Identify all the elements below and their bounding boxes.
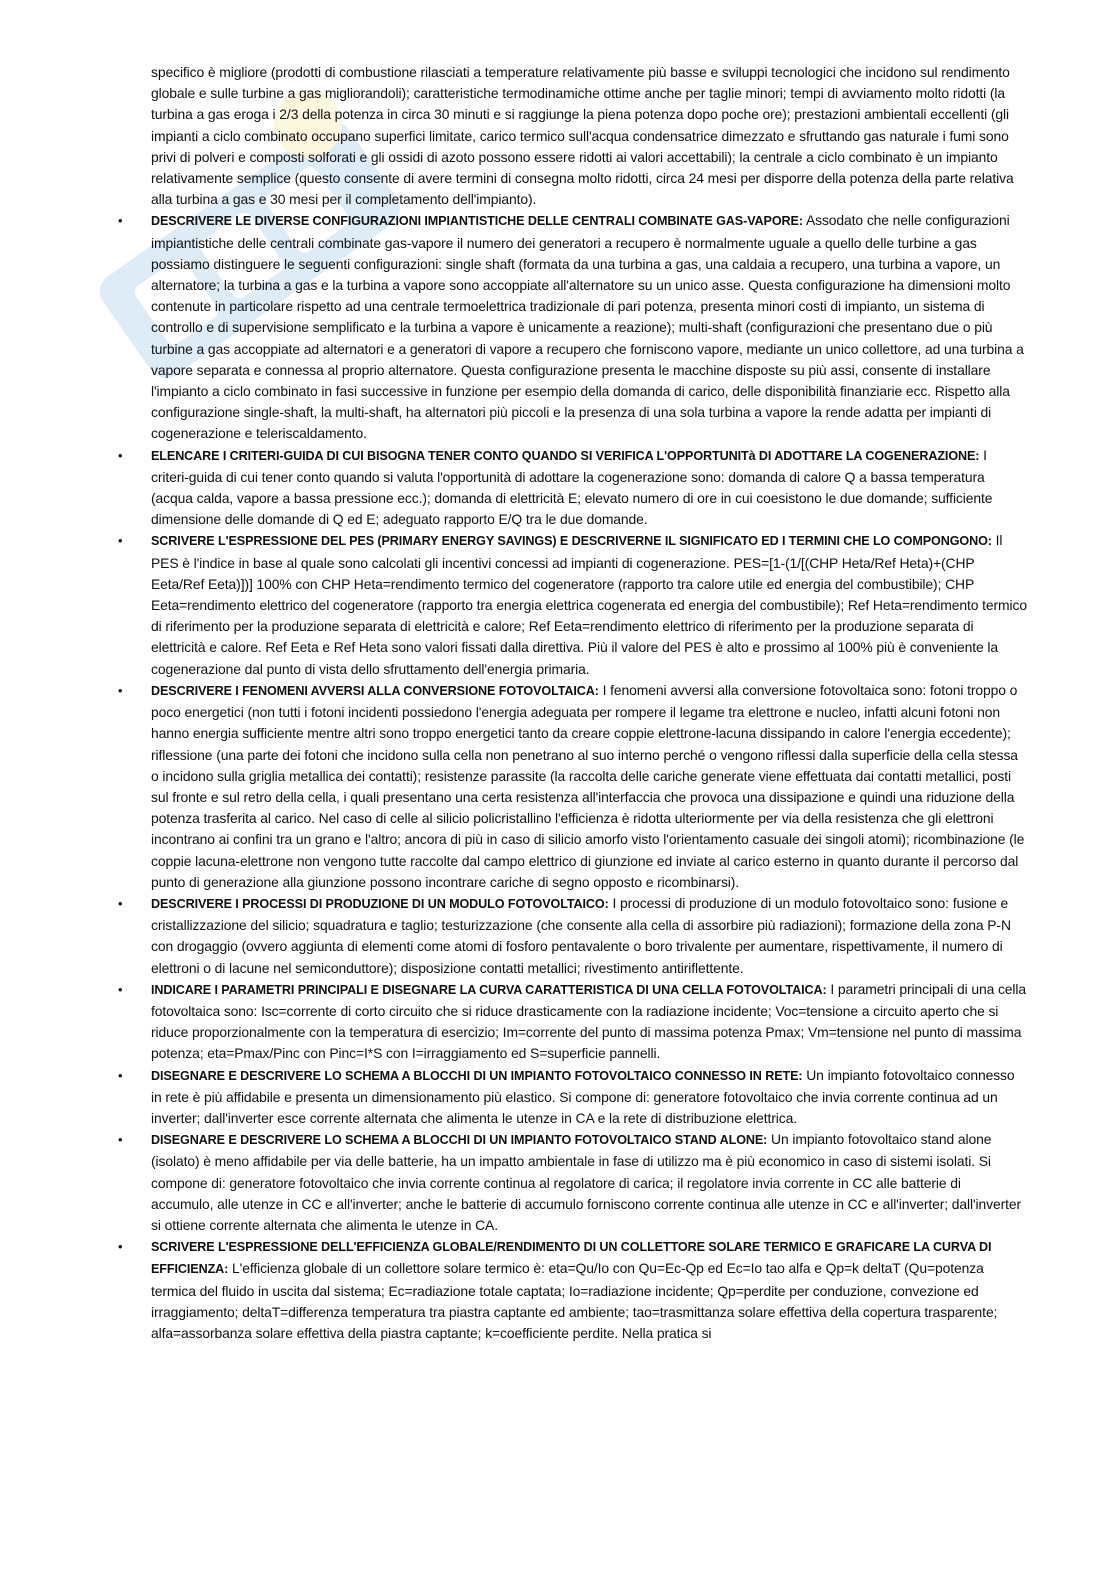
item-answer: Un impianto fotovoltaico connesso in rete è più affidabile e presenta un dimensionamento più elastico. Si compone di: generatore fotovoltaico che invia corrente continua ad un inverter; dall'inverter esce corrente alternata che alimenta le utenze in CA e la rete di distribuzione elettrica. xyxy=(151,1066,1015,1126)
list-item xyxy=(118,210,1027,444)
item-question: ELENCARE I CRITERI-GUIDA DI CUI BISOGNA TENER CONTO QUANDO SI VERIFICA L'OPPORTUNITà DI ADOTTARE LA COGENERAZIONE: xyxy=(151,448,980,463)
item-answer: I parametri principali di una cella fotovoltaica sono: Isc=corrente di corto circuito che si riduce drasticamente con la radiazione incidente; Voc=tensione a circuito aperto che si riduce proporzionalmente con la temperatura di esercizio; Im=corrente del punto di massima potenza Pmax; Vm=tensione nel punto di massima potenza; eta=Pmax/Pinc con Pinc=I*S con I=irraggiamento ed S=superficie pannelli. xyxy=(151,980,1027,1062)
item-answer: I criteri-guida di cui tener conto quando si valuta l'opportunità di adottare la cogenerazione sono: domanda di calore Q a bassa temperatura (acqua calda, vapore a bassa pressione ecc.); domanda di elettricità E; elevato numero di ore in cui coesistono le due domande; sufficiente dimensione delle domande di Q ed E; adeguato rapporto E/Q tra le due domande. xyxy=(151,446,993,528)
item-question: DISEGNARE E DESCRIVERE LO SCHEMA A BLOCCHI DI UN IMPIANTO FOTOVOLTAICO CONNESSO IN RETE: xyxy=(151,1068,803,1083)
item-answer: I fenomeni avversi alla conversione fotovoltaica sono: fotoni troppo o poco energetici (non tutti i fotoni incidenti possiedono l'energia adeguata per rompere il legame tra elettrone e nucleo, infatti alcuni fotoni non hanno energia sufficiente mentre altri sono troppo energetici tanto da creare coppie elettrone-lacuna dissipando in calore l'energia eccedente); riflessione (una parte dei fotoni che incidono sulla cella non penetrano al suo interno perché o vengono riflessi dalla superficie della cella stessa o incidono sulla griglia metallica dei contatti); resistenze parassite (la raccolta delle cariche generate viene effettuata dai contatti metallici, posti sul fronte e sul retro della cella, i quali presentano una certa resistenza all'interfaccia che provoca una dissipazione e quindi una riduzione della potenza trasferita al carico. Nel caso di celle al silicio policristallino l'efficienza è ridotta ulteriormente per via della resistenza che gli elettroni incontrano ai confini tra un grano e l'altro; ancora di più in caso di silicio amorfo visto l'orientamento casuale dei singoli atomi); ricombinazione (le coppie lacuna-elettrone non vengono tutte raccolte dal campo elettrico di giunzione ed inviate al carico esterno in quanto durante il percorso dal punto di generazione alla giunzione possono incontrare cariche di segno opposto e ricombinarsi). xyxy=(151,681,1025,890)
item-question: INDICARE I PARAMETRI PRINCIPALI E DISEGNARE LA CURVA CARATTERISTICA DI UNA CELLA FOTOVOLTAICA: xyxy=(151,982,827,997)
bullet-icon: • xyxy=(118,895,123,911)
item-question: SCRIVERE L'ESPRESSIONE DEL PES (PRIMARY ENERGY SAVINGS) E DESCRIVERNE IL SIGNIFICATO ED I TERMINI CHE LO COMPONGONO: xyxy=(151,534,992,549)
bullet-icon: • xyxy=(118,447,123,463)
bullet-icon: • xyxy=(118,1239,123,1255)
list-item xyxy=(118,445,1027,531)
item-answer: Un impianto fotovoltaico stand alone (isolato) è meno affidabile per via delle batterie, ha un impatto ambientale in fase di utilizzo ma è più economico in caso di sistemi isolati. Si compone di: generatore fotovoltaico che invia corrente continua al regolatore di carica; il regolatore invia corrente in CC alle batterie di accumulo, alle utenze in CC e all'inverter; anche le batterie di accumulo forniscono corrente continua alle utenze in CC e all'inverter; dall'inverter si ottiene corrente alternata che alimenta le utenze in CA. xyxy=(151,1131,1022,1233)
item-question: DESCRIVERE LE DIVERSE CONFIGURAZIONI IMPIANTISTICHE DELLE CENTRALI COMBINATE GAS-VAPORE: xyxy=(151,214,803,229)
list-item xyxy=(118,1065,1027,1130)
item-question: SCRIVERE L'ESPRESSIONE DELL'EFFICIENZA GLOBALE/RENDIMENTO DI UN COLLETTORE SOLARE TERMICO E GRAFICARE LA CURVA DI EFFICIENZA: xyxy=(151,1240,992,1277)
bullet-icon: • xyxy=(118,1067,123,1083)
bullet-icon: • xyxy=(118,533,123,549)
list-item xyxy=(118,893,1027,979)
item-answer: L'efficienza globale di un collettore solare termico è: eta=Qu/Io con Qu=Ec-Qp ed Ec=Io tao alfa e Qp=k deltaT (Qu=potenza termica del fluido in uscita dal sistema; Ec=radiazione totale captata; Io=radiazione incidente; Qp=perdite per conduzione, convezione ed irraggiamento; deltaT=differenza temperatura tra piastra captante ed ambiente; tao=trasmittanza solare effettiva della copertura trasparente; alfa=assorbanza solare effettiva della piastra captante; k=coefficiente perdite. Nella pratica si xyxy=(151,1260,998,1341)
list-item xyxy=(118,530,1027,679)
intro-paragraph: specifico è migliore (prodotti di combustione rilasciati a temperature relativamente più basse e sviluppi tecnologici che incidono sul rendimento globale e sulle turbine a gas migliorandoli); caratteristiche termodinamiche ottime anche per taglie minori; tempi di avviamento molto ridotti (la turbina a gas eroga i 2/3 della potenza in circa 30 minuti e si raggiunge la piena potenza dopo poche ore); prestazioni ambientali eccellenti (gli impianti a ciclo combinato occupano superfici limitate, carico termico sull'acqua condensatrice dimezzato e sfruttando gas naturale i fumi sono privi di polveri e composti solforati e gli ossidi di azoto possono essere ridotti ai valori accettabili); la centrale a ciclo combinato è un impianto relativamente semplice (questo consente di avere termini di consegna molto ridotti, circa 24 mesi per disporre della potenza della parte relativa alla turbina a gas e 30 mesi per il completamento dell'impianto). xyxy=(151,64,1014,208)
document-page xyxy=(118,62,1027,1344)
list-item xyxy=(118,1236,1027,1344)
bullet-icon: • xyxy=(118,1132,123,1148)
item-question: DESCRIVERE I FENOMENI AVVERSI ALLA CONVERSIONE FOTOVOLTAICA: xyxy=(151,683,599,698)
item-answer: Il PES è l'indice in base al quale sono calcolati gli incentivi concessi ad impianti di cogenerazione. PES=[1-(1/[(CHP Heta/Ref Heta)+(CHP Eeta/Ref Eeta)])] 100% con CHP Heta=rendimento termico del cogeneratore (rapporto tra calore utile ed energia del combustibile); CHP Eeta=rendimento elettrico del cogeneratore (rapporto tra energia elettrica cogenerata ed energia del combustibile); Ref Heta=rendimento termico di riferimento per la produzione separata di elettricità e calore; Ref Eeta=rendimento elettrico di riferimento per la produzione separata di elettricità e calore. Ref Eeta e Ref Heta sono valori fissati dalla direttiva. Più il valore del PES è alto e prossimo al 100% più è conveniente la cogenerazione dal punto di vista dello sfruttamento dell'energia primaria. xyxy=(151,532,1027,677)
list-item xyxy=(118,979,1027,1065)
item-question: DISEGNARE E DESCRIVERE LO SCHEMA A BLOCCHI DI UN IMPIANTO FOTOVOLTAICO STAND ALONE: xyxy=(151,1133,768,1148)
list-item xyxy=(118,1129,1027,1236)
item-answer: I processi di produzione di un modulo fotovoltaico sono: fusione e cristallizzazione del silicio; squadratura e taglio; testurizzazione (che consente alla cella di assorbire più radiazioni); formazione della zona P-N con drogaggio (ovvero aggiunta di elementi come atomi di fosforo pentavalente o boro trivalente per aumentare, rispettivamente, il numero di elettroni o di lacune nel semiconduttore); disposizione contatti metallici; rivestimento antiriflettente. xyxy=(151,894,1011,976)
bullet-icon: • xyxy=(118,981,123,997)
item-answer: Assodato che nelle configurazioni impiantistiche delle centrali combinate gas-vapore il numero dei generatori a recupero è normalmente uguale a quello delle turbine a gas possiamo distinguere le seguenti configurazioni: single shaft (formata da una turbina a gas, una caldaia a recupero, una turbina a vapore, un alternatore; la turbina a gas e la turbina a vapore sono accoppiate all'alternatore su un unico asse. Questa configurazione ha dimensioni molto contenute in particolare rispetto ad una centrale termoelettrica tradizionale di pari potenza, presenta minori costi di impianto, un sistema di controllo e di supervisione semplificato e la turbina a vapore è unicamente a reazione); multi-shaft (configurazioni che presentano due o più turbine a gas accoppiate ad alternatori e a generatori di vapore a recupero che forniscono vapore, mediante un unico collettore, ad una turbina a vapore separata e connessa al proprio alternatore. Questa configurazione presenta le macchine disposte su più assi, consente di installare l'impianto a ciclo combinato in fasi successive in funzione per esempio della domanda di carico, delle disponibilità finanziarie ecc. Rispetto alla configurazione single-shaft, la multi-shaft, ha alternatori più piccoli e la presenza di una sola turbina a vapore la rende adatta per impianti di cogenerazione e teleriscaldamento. xyxy=(151,212,1024,442)
bullet-icon: • xyxy=(118,682,123,698)
list-item xyxy=(118,680,1027,893)
item-question: DESCRIVERE I PROCESSI DI PRODUZIONE DI UN MODULO FOTOVOLTAICO: xyxy=(151,896,609,911)
bullet-icon: • xyxy=(118,213,123,229)
